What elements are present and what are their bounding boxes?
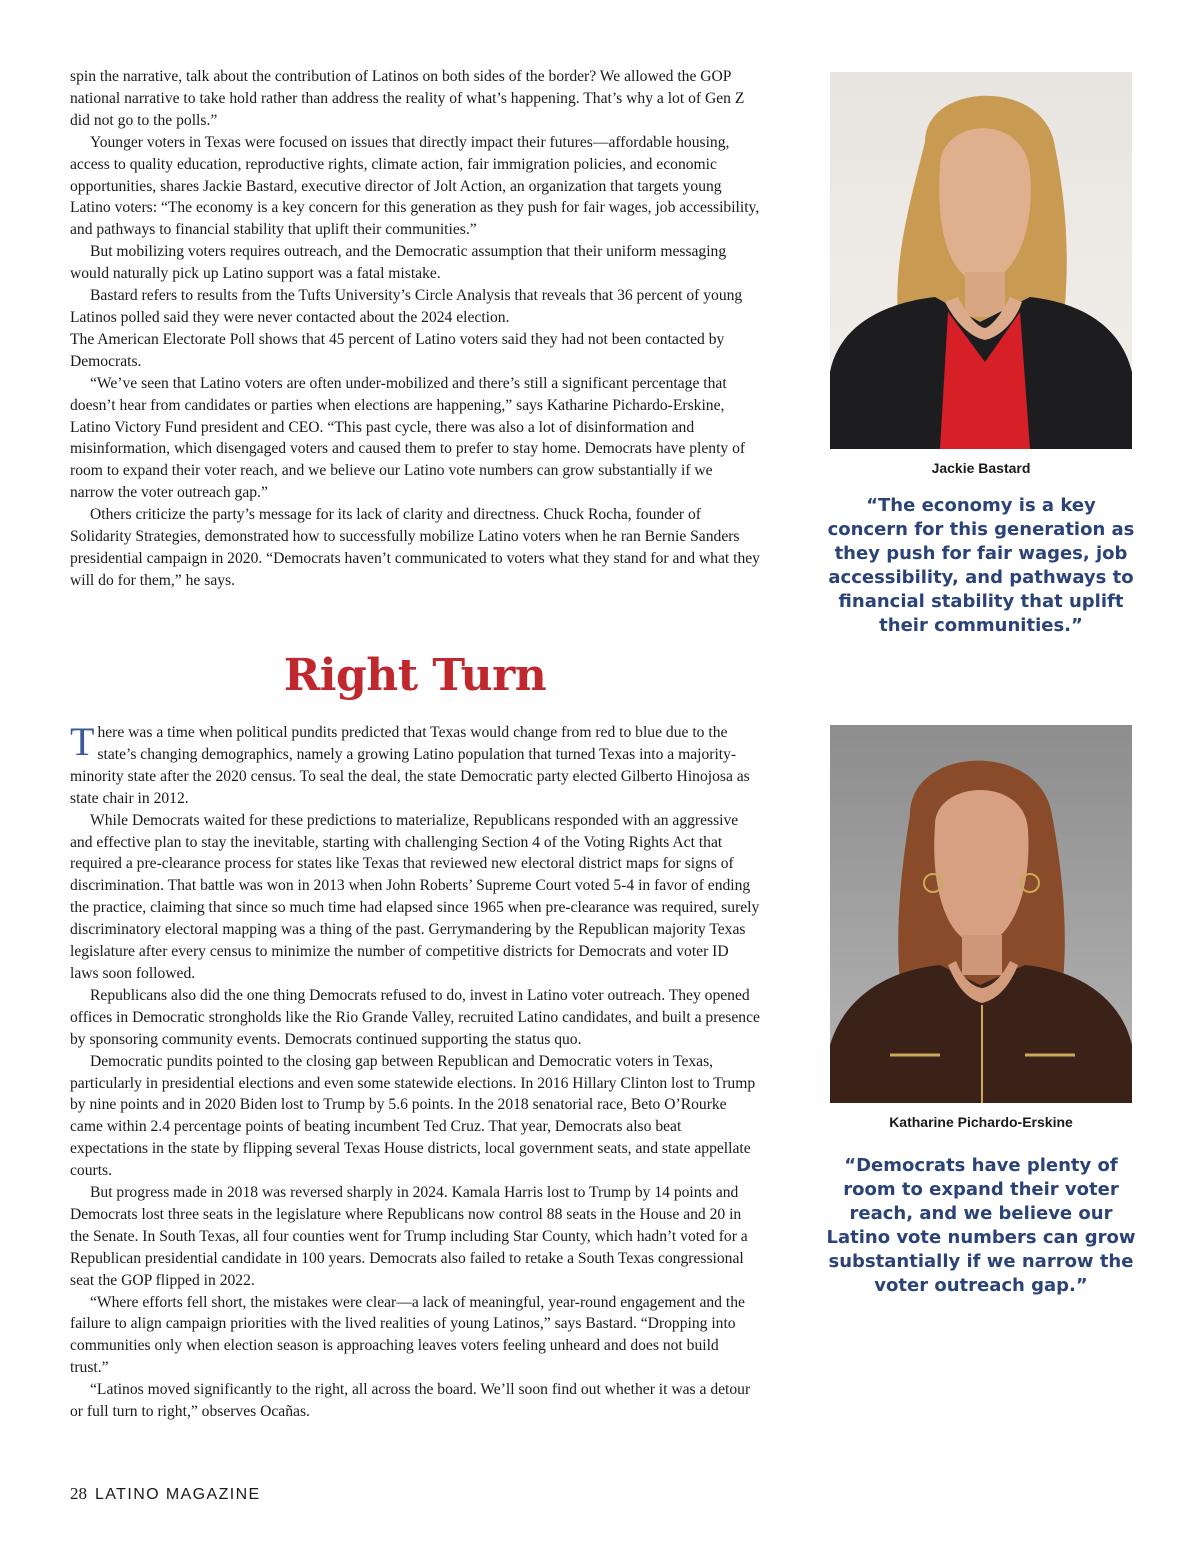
paragraph: “Where efforts fell short, the mistakes were clear—a lack of meaningful, year-round engagement and the failure to align campaign priorities with the lived realities of young Latinos,” says Bastard. “Dropping into communities only when election season is approaching leaves voters feeling unheard and does not build trust.” <box>70 1293 745 1377</box>
paragraph: Others criticize the party’s message for its lack of clarity and directness. Chuck Rocha, founder of Solidarity Strategies, demonstrated how to successfully mobilize Latino voters when he ran Bernie Sanders presidential campaign in 2020. “Democrats haven’t communicated to voters what they stand for and what they will do for them,” he says. <box>70 506 760 589</box>
first-paragraph <box>70 719 760 810</box>
paragraph: But mobilizing voters requires outreach, and the Democratic assumption that their uniform messaging would naturally pick up Latino support was a fatal mistake. <box>70 243 727 283</box>
article-bottom-column <box>70 719 760 1423</box>
paragraph: Democratic pundits pointed to the closing gap between Republican and Democratic voters in Texas, particularly in presidential elections and even some statewide elections. In 2016 Hillary Clinton lost to Trump by nine points and in 2020 Biden lost to Trump by 5.6 points. In the 2018 senatorial race, Beto O’Rourke came within 2.4 percentage points of beating incumbent Ted Cruz. That year, Democrats also beat expectations in the state by flipping several Texas House districts, local government seats, and state appellate courts. <box>70 1052 756 1180</box>
paragraph: “Latinos moved significantly to the right, all across the board. We’ll soon find out whether it was a detour or full turn to right,” observes Ocañas. <box>70 1381 751 1421</box>
photo-caption-1: Jackie Bastard <box>931 460 1031 476</box>
article-top-column <box>70 66 760 592</box>
paragraph: “We’ve seen that Latino voters are often under-mobilized and there’s still a significant percentage that doesn’t hear from candidates or parties when elections are happening,” says Katharine Pichardo-Erskine, Latino Victory Fund president and CEO. “This past cycle, there was also a lot of disinformation and misinformation, which disengaged voters and caused them to prefer to stay home. Democrats have plenty of room to expand their voter reach, and we believe our Latino vote numbers can grow substantially if we narrow the voter outreach gap.” <box>70 374 746 502</box>
paragraph: While Democrats waited for these predictions to materialize, Republicans responded with an aggressive and effective plan to stay the inevitable, starting with challenging Section 4 of the Voting Rights Act that required a pre-clearance process for states like Texas that reviewed new electoral district maps for signs of discrimination. That battle was won in 2013 when John Roberts’ Supreme Court voted 5-4 in favor of ending the practice, claiming that since so much time had elapsed since 1965 when pre-clearance was required, surely discriminatory electoral mapping was a thing of the past. Gerrymandering by the Republican majority Texas legislature after every census to minimize the number of competitive districts for Democrats and voter ID laws soon followed. <box>70 811 760 982</box>
first-paragraph-text: here was a time when political pundits predicted that Texas would change from red to blue due to the state’s changing demographics, namely a growing Latino population that turned Texas into a majority-minority state after the 2020 census. To seal the deal, the state Democratic party elected Gilberto Hinojosa as state chair in 2012. <box>70 724 750 807</box>
publication-name: LATINO MAGAZINE <box>95 1486 261 1503</box>
pull-quote-2: “Democrats have plenty of room to expand their voter reach, and we believe our Latino vote numbers can grow substantially if we narrow the voter outreach gap.” <box>826 1155 1136 1296</box>
portrait-illustration <box>830 72 1132 449</box>
photo-caption-2: Katharine Pichardo-Erskine <box>889 1114 1073 1130</box>
paragraph: spin the narrative, talk about the contribution of Latinos on both sides of the border? We allowed the GOP national narrative to take hold rather than address the reality of what’s happening. That’s why a lot of Gen Z did not go to the polls.” <box>70 68 745 129</box>
paragraph: The American Electorate Poll shows that 45 percent of Latino voters said they had not been contacted by Democrats. <box>70 330 725 370</box>
section-heading: Right Turn <box>283 650 547 701</box>
page-number: 28 <box>70 1484 87 1503</box>
page-footer <box>70 1484 261 1504</box>
portrait-photo-katharine-pichardo-erskine <box>830 725 1132 1103</box>
portrait-illustration <box>830 725 1132 1103</box>
portrait-photo-jackie-bastard <box>830 72 1132 449</box>
paragraph: Bastard refers to results from the Tufts University’s Circle Analysis that reveals that 36 percent of young Latinos polled said they were never contacted about the 2024 election. <box>70 287 743 326</box>
drop-cap: T <box>70 719 95 764</box>
paragraph: But progress made in 2018 was reversed sharply in 2024. Kamala Harris lost to Trump by 14 points and Democrats lost three seats in the legislature where Republicans now control 88 seats in the House and 20 in the Senate. In South Texas, all four counties went for Trump including Star County, which hadn’t voted for a Republican presidential candidate in 100 years. Democrats also failed to retake a South Texas congressional seat the GOP flipped in 2022. <box>70 1184 748 1289</box>
paragraph: Republicans also did the one thing Democrats refused to do, invest in Latino voter outreach. They opened offices in Democratic strongholds like the Rio Grande Valley, recruited Latino candidates, and built a presence by sponsoring community events. Democrats continued supporting the status quo. <box>70 986 760 1048</box>
pull-quote-1: “The economy is a key concern for this generation as they push for fair wages, job accessibility, and pathways to financial stability that uplift their communities.” <box>827 495 1135 636</box>
paragraph: Younger voters in Texas were focused on issues that directly impact their futures—affordable housing, access to quality education, reproductive rights, climate action, fair immigration policies, and economic opportunities, shares Jackie Bastard, executive director of Jolt Action, an organization that targets young Latino voters: “The economy is a key concern for this generation as they push for fair wages, job accessibility, and pathways to financial stability that uplift their communities.” <box>70 133 760 239</box>
